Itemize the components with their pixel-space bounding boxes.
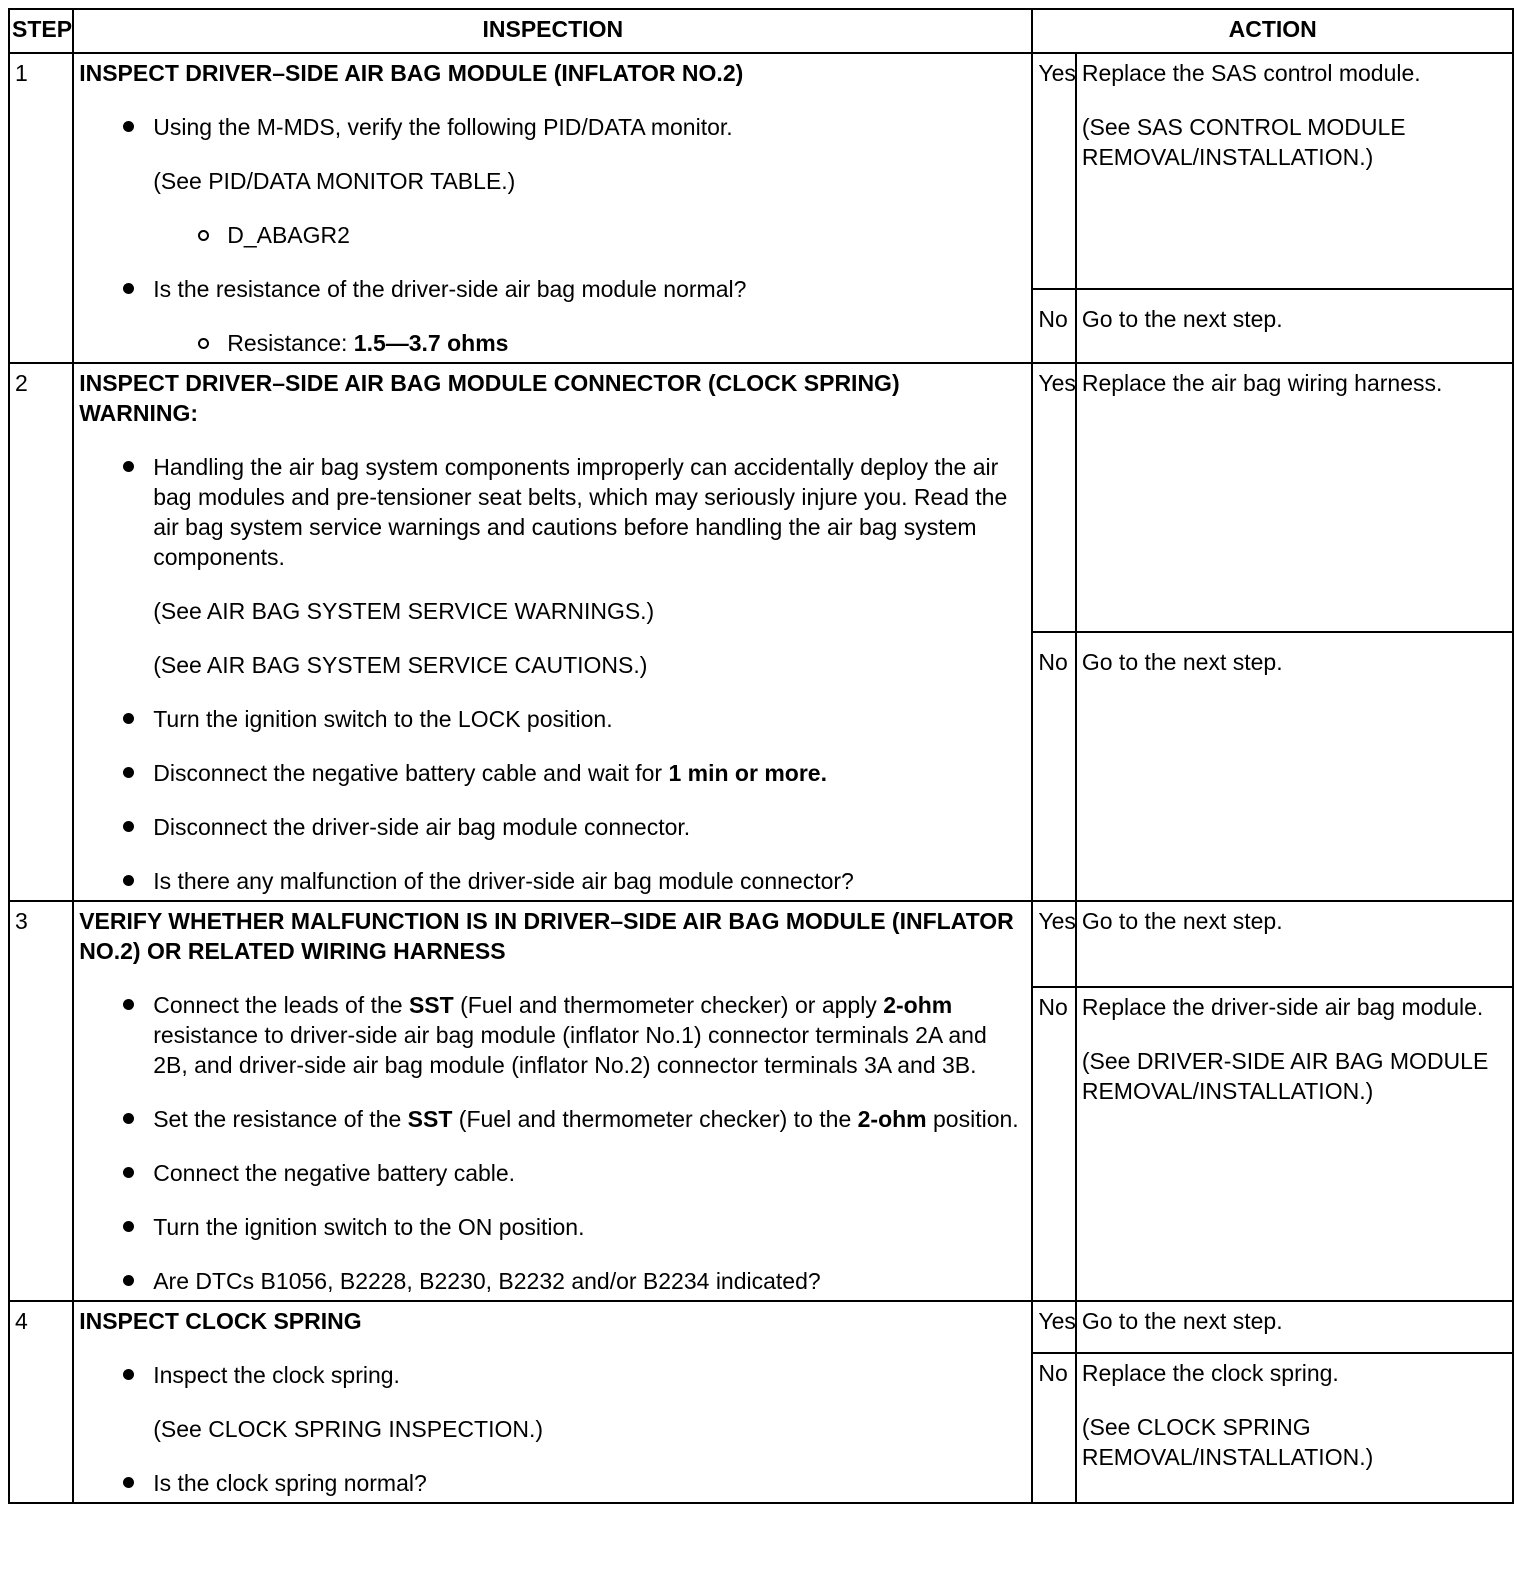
inspection-cell: [73, 901, 1032, 1301]
reference-link[interactable]: (See AIR BAG SYSTEM SERVICE WARNINGS.): [153, 598, 655, 624]
bullet-item: [79, 758, 1026, 788]
sst-label: SST: [408, 992, 454, 1018]
bullet-item: Turn the ignition switch to the LOCK position.: [79, 704, 1026, 734]
reference-link[interactable]: (See PID/DATA MONITOR TABLE.): [153, 168, 516, 194]
step-heading: VERIFY WHETHER MALFUNCTION IS IN DRIVER–SIDE AIR BAG MODULE (INFLATOR NO.2) OR RELATED WIRING HARNESS: [79, 908, 1014, 964]
step-heading: INSPECT DRIVER–SIDE AIR BAG MODULE (INFLATOR NO.2): [79, 60, 744, 86]
action-text: Replace the clock spring.: [1081, 1360, 1339, 1386]
step-heading: INSPECT CLOCK SPRING: [79, 1308, 362, 1334]
action-text: Replace the SAS control module.: [1081, 60, 1421, 86]
table-row: [9, 1301, 1513, 1353]
bullet-text: position.: [926, 1106, 1019, 1132]
no-action: Go to the next step.: [1076, 632, 1513, 901]
bullet-text: Set the resistance of the: [153, 1106, 408, 1132]
table-row: [9, 901, 1513, 987]
reference-link[interactable]: (See CLOCK SPRING INSPECTION.): [153, 1416, 544, 1442]
bullet-text: resistance to driver-side air bag module (inflator No.1) connector terminals 2A and 2B, and driver-side air bag module (inflator No.2) connector terminals 3A and 3B.: [153, 1022, 987, 1078]
bullet-item: Inspect the clock spring.: [79, 1360, 1026, 1390]
yes-label: Yes: [1032, 901, 1076, 987]
yes-label: Yes: [1032, 1301, 1076, 1353]
no-label: No: [1032, 632, 1076, 901]
sub-item: [79, 328, 1026, 358]
yes-action: [1076, 53, 1513, 289]
step-number: 3: [9, 901, 73, 1301]
bullet-item: Connect the negative battery cable.: [79, 1158, 1026, 1188]
inspection-cell: [73, 1301, 1032, 1503]
bullet-item: Is the clock spring normal?: [79, 1468, 1026, 1498]
spec-label: Resistance:: [227, 330, 354, 356]
sst-label: SST: [407, 1106, 453, 1132]
bullet-item: Disconnect the driver-side air bag module connector.: [79, 812, 1026, 842]
header-step: STEP: [9, 9, 73, 53]
bullet-item: Turn the ignition switch to the ON position.: [79, 1212, 1026, 1242]
yes-action: Go to the next step.: [1076, 901, 1513, 987]
diagnostic-table: [8, 8, 1514, 1504]
step-heading: INSPECT DRIVER–SIDE AIR BAG MODULE CONNECTOR (CLOCK SPRING): [79, 370, 900, 396]
reference-link[interactable]: (See SAS CONTROL MODULE REMOVAL/INSTALLATION.): [1081, 114, 1406, 170]
table-row: [9, 363, 1513, 632]
step-number: 4: [9, 1301, 73, 1503]
inspection-cell: [73, 363, 1032, 901]
reference-link[interactable]: (See CLOCK SPRING REMOVAL/INSTALLATION.): [1081, 1414, 1374, 1470]
table-header-row: [9, 9, 1513, 53]
yes-action: Replace the air bag wiring harness.: [1076, 363, 1513, 632]
step-number: 1: [9, 53, 73, 363]
no-label: No: [1032, 987, 1076, 1301]
bullet-text: Disconnect the negative battery cable and wait for: [153, 760, 669, 786]
yes-label: Yes: [1032, 363, 1076, 632]
bullet-emphasis: 1 min or more.: [668, 760, 827, 786]
bullet-item: Are DTCs B1056, B2228, B2230, B2232 and/or B2234 indicated?: [79, 1266, 1026, 1296]
no-label: No: [1032, 1353, 1076, 1503]
bullet-text: Connect the leads of the: [153, 992, 409, 1018]
step-number: 2: [9, 363, 73, 901]
no-label: No: [1032, 289, 1076, 363]
action-text: Replace the driver-side air bag module.: [1081, 994, 1484, 1020]
no-action: [1076, 1353, 1513, 1503]
header-action: ACTION: [1032, 9, 1513, 53]
yes-label: Yes: [1032, 53, 1076, 289]
bullet-item: [79, 1104, 1026, 1134]
inspection-cell: [73, 53, 1032, 363]
table-row: [9, 53, 1513, 289]
header-inspection: INSPECTION: [73, 9, 1032, 53]
bullet-item: Is there any malfunction of the driver-side air bag module connector?: [79, 866, 1026, 896]
bullet-text: (Fuel and thermometer checker) to the: [452, 1106, 858, 1132]
bullet-item: [79, 990, 1026, 1080]
reference-link[interactable]: (See AIR BAG SYSTEM SERVICE CAUTIONS.): [153, 652, 648, 678]
no-action: [1076, 987, 1513, 1301]
no-action: Go to the next step.: [1076, 289, 1513, 363]
diagnostic-procedure: [8, 8, 1514, 1504]
bullet-text: (Fuel and thermometer checker) or apply: [453, 992, 884, 1018]
yes-action: Go to the next step.: [1076, 1301, 1513, 1353]
bullet-item: Handling the air bag system components improperly can accidentally deploy the air bag modules and pre-tensioner seat belts, which may seriously injure you. Read the air bag system service warnings and cautions before handling the air bag system components.: [79, 452, 1026, 572]
bullet-item: Using the M-MDS, verify the following PID/DATA monitor.: [79, 112, 1026, 142]
spec-value: 1.5—3.7 ohms: [353, 330, 509, 356]
reference-link[interactable]: (See DRIVER-SIDE AIR BAG MODULE REMOVAL/INSTALLATION.): [1081, 1048, 1489, 1104]
warning-label: WARNING:: [79, 400, 199, 426]
bullet-item: Is the resistance of the driver-side air bag module normal?: [79, 274, 1026, 304]
ohm-value: 2-ohm: [857, 1106, 927, 1132]
sub-item: D_ABAGR2: [79, 220, 1026, 250]
ohm-value: 2-ohm: [883, 992, 953, 1018]
